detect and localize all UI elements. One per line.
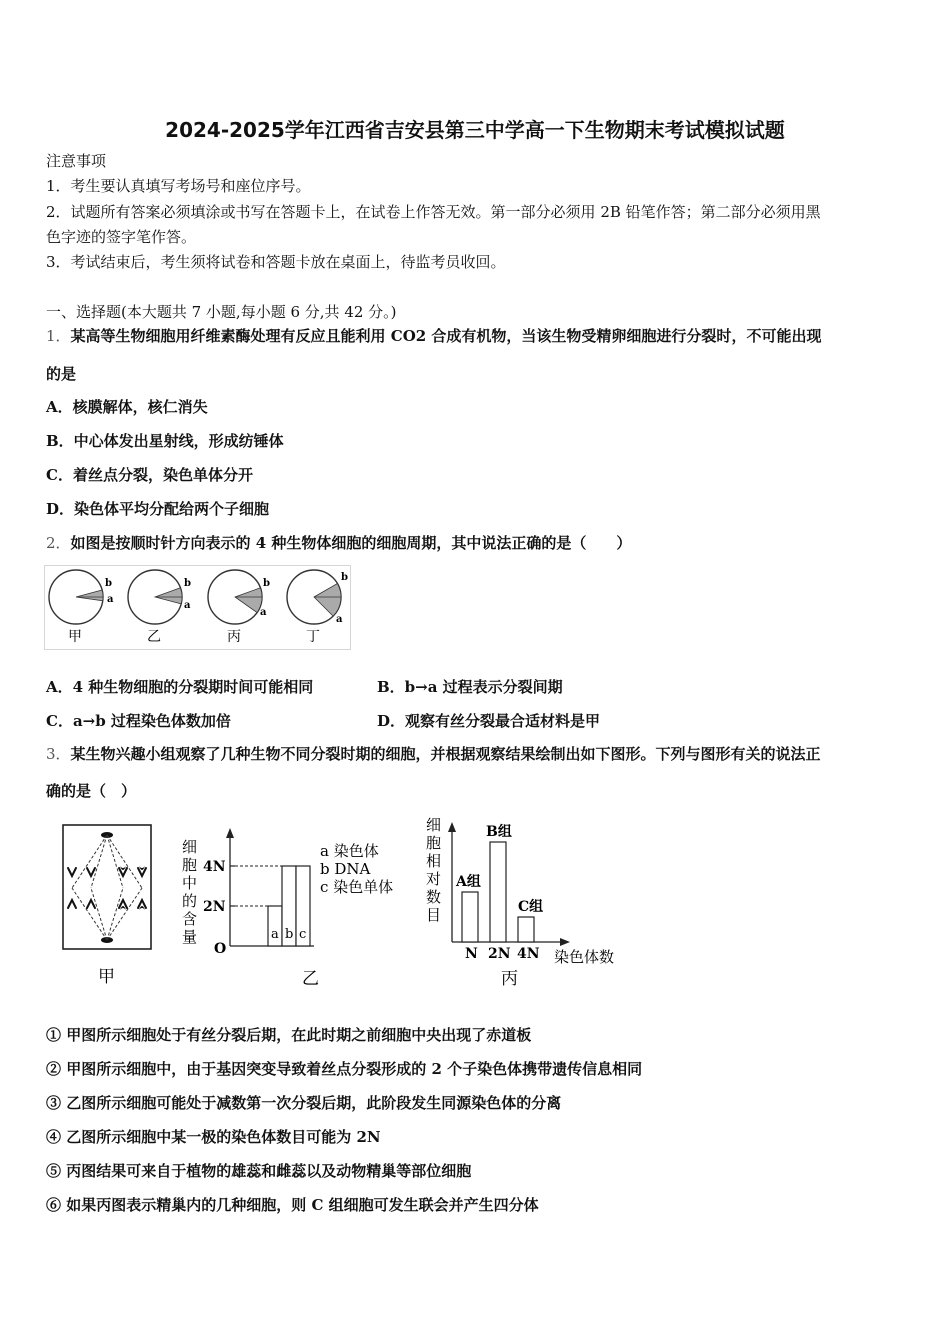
point-a-label: a (107, 594, 114, 605)
bar-C-group (518, 917, 534, 942)
x-tick: 4N (517, 946, 540, 962)
tick-2N: 2N (203, 899, 226, 915)
pie-label: 乙 (147, 629, 161, 645)
q1-option-a: A．核膜解体，核仁消失 (46, 398, 208, 416)
svg-text:胞: 胞 (426, 834, 442, 852)
bar-A-group (462, 892, 478, 942)
q3-statement: ④ 乙图所示细胞中某一极的染色体数目可能为 2N (46, 1128, 381, 1146)
question-2-stem (46, 533, 631, 553)
q3-statement: ① 甲图所示细胞处于有丝分裂后期，在此时期之前细胞中央出现了赤道板 (46, 1026, 532, 1044)
point-b-label: b (105, 578, 112, 589)
bar-letter: a (271, 927, 279, 942)
point-a-label: a (336, 614, 343, 625)
pie-ding (287, 570, 348, 645)
fig-bing-bar-chart (424, 814, 638, 992)
q2-option-a: A．4 种生物细胞的分裂期时间可能相同 (46, 678, 314, 696)
question-text: 某高等生物细胞用纤维素酶处理有反应且能利用 CO2 合成有机物，当该生物受精卵细胞进行分裂时，不可能出现 (70, 327, 822, 345)
svg-text:目: 目 (426, 906, 442, 924)
question-3-stem (46, 744, 821, 764)
svg-text:含: 含 (182, 910, 198, 928)
x-axis-label: 染色体数 (554, 948, 615, 966)
q3-statement: ⑥ 如果丙图表示精巢内的几种细胞，则 C 组细胞可发生联会并产生四分体 (46, 1196, 539, 1214)
question-3-stem-cont: 确的是（ ） (46, 782, 137, 800)
point-b-label: b (263, 578, 270, 589)
svg-text:对: 对 (426, 870, 442, 888)
bar-label: B组 (486, 824, 512, 840)
pie-label: 丁 (306, 629, 320, 645)
legend-item: c 染色单体 (320, 878, 394, 896)
section-heading: 一、选择题(本大题共 7 小题,每小题 6 分,共 42 分。) (46, 303, 397, 321)
fig-jia-cell-diagram (60, 822, 156, 990)
pie-bing (208, 570, 270, 645)
cell-cycle-figure (44, 565, 352, 650)
notice-item: 2．试题所有答案必须填涂或书写在答题卡上，在试卷上作答无效。第一部分必须用 2B 铅笔作答；第二部分必须用黑 (46, 203, 821, 221)
q2-option-c: C．a→b 过程染色体数加倍 (46, 712, 231, 730)
x-tick: 2N (488, 946, 511, 962)
question-number: 1． (46, 327, 71, 345)
q2-option-d: D．观察有丝分裂最合适材料是甲 (377, 712, 601, 730)
svg-text:数: 数 (426, 888, 442, 906)
question-text: 某生物兴趣小组观察了几种生物不同分裂时期的细胞，并根据观察结果绘制出如下图形。下列与图形有关的说法正 (70, 745, 821, 763)
q2-option-b: B．b→a 过程表示分裂间期 (377, 678, 563, 696)
question-1-stem (46, 326, 821, 346)
y-axis-label (182, 838, 197, 946)
svg-text:的: 的 (182, 892, 198, 910)
notice-heading: 注意事项 (46, 152, 107, 170)
tick-4N: 4N (203, 859, 226, 875)
notice-item: 色字迹的签字笔作答。 (46, 228, 197, 246)
bar-label: A组 (456, 874, 481, 890)
fig-label: 丙 (501, 969, 518, 989)
fig-yi-bar-chart (178, 820, 418, 992)
svg-text:量: 量 (182, 928, 198, 946)
svg-text:细: 细 (182, 838, 198, 856)
bar-letter: b (285, 927, 294, 942)
q3-statement: ② 甲图所示细胞中，由于基因突变导致着丝点分裂形成的 2 个子染色体携带遗传信息相同 (46, 1060, 643, 1078)
q3-statement: ⑤ 丙图结果可来自于植物的雄蕊和雌蕊以及动物精巢等部位细胞 (46, 1162, 472, 1180)
pie-label: 丙 (227, 629, 241, 645)
question-number: 3． (46, 745, 71, 763)
fig-label: 甲 (98, 967, 115, 987)
bar-B-group (490, 842, 506, 942)
point-b-label: b (184, 578, 191, 589)
svg-text:胞: 胞 (182, 856, 198, 874)
bar-label: C组 (518, 899, 544, 915)
notice-item: 3．考试结束后，考生须将试卷和答题卡放在桌面上，待监考员收回。 (46, 253, 506, 271)
point-a-label: a (260, 607, 267, 618)
question-1-stem-cont: 的是 (46, 365, 77, 383)
y-axis-label (426, 816, 441, 924)
pie-label: 甲 (68, 629, 82, 645)
question-number: 2． (46, 534, 71, 552)
tick-origin: O (214, 941, 227, 957)
legend-item: b DNA (320, 860, 371, 878)
question-text: 如图是按顺时针方向表示的 4 种生物体细胞的细胞周期，其中说法正确的是（ ） (70, 534, 632, 552)
svg-text:相: 相 (426, 852, 442, 870)
svg-text:细: 细 (426, 816, 442, 834)
notice-item: 1．考生要认真填写考场号和座位序号。 (46, 177, 311, 195)
point-b-label: b (341, 572, 348, 583)
legend-item: a 染色体 (320, 842, 379, 860)
pie-jia (49, 570, 114, 645)
page-title: 2024-2025学年江西省吉安县第三中学高一下生物期末考试模拟试题 (165, 118, 785, 142)
q1-option-b: B．中心体发出星射线，形成纺锤体 (46, 432, 284, 450)
point-a-label: a (184, 600, 191, 611)
q1-option-c: C．着丝点分裂，染色单体分开 (46, 466, 253, 484)
fig-label: 乙 (302, 969, 319, 989)
bar-letter: c (299, 927, 307, 942)
svg-text:中: 中 (182, 874, 198, 892)
q1-option-d: D．染色体平均分配给两个子细胞 (46, 500, 270, 518)
x-tick: N (465, 946, 478, 962)
q3-statement: ③ 乙图所示细胞可能处于减数第一次分裂后期，此阶段发生同源染色体的分离 (46, 1094, 562, 1112)
pie-yi (128, 570, 191, 645)
